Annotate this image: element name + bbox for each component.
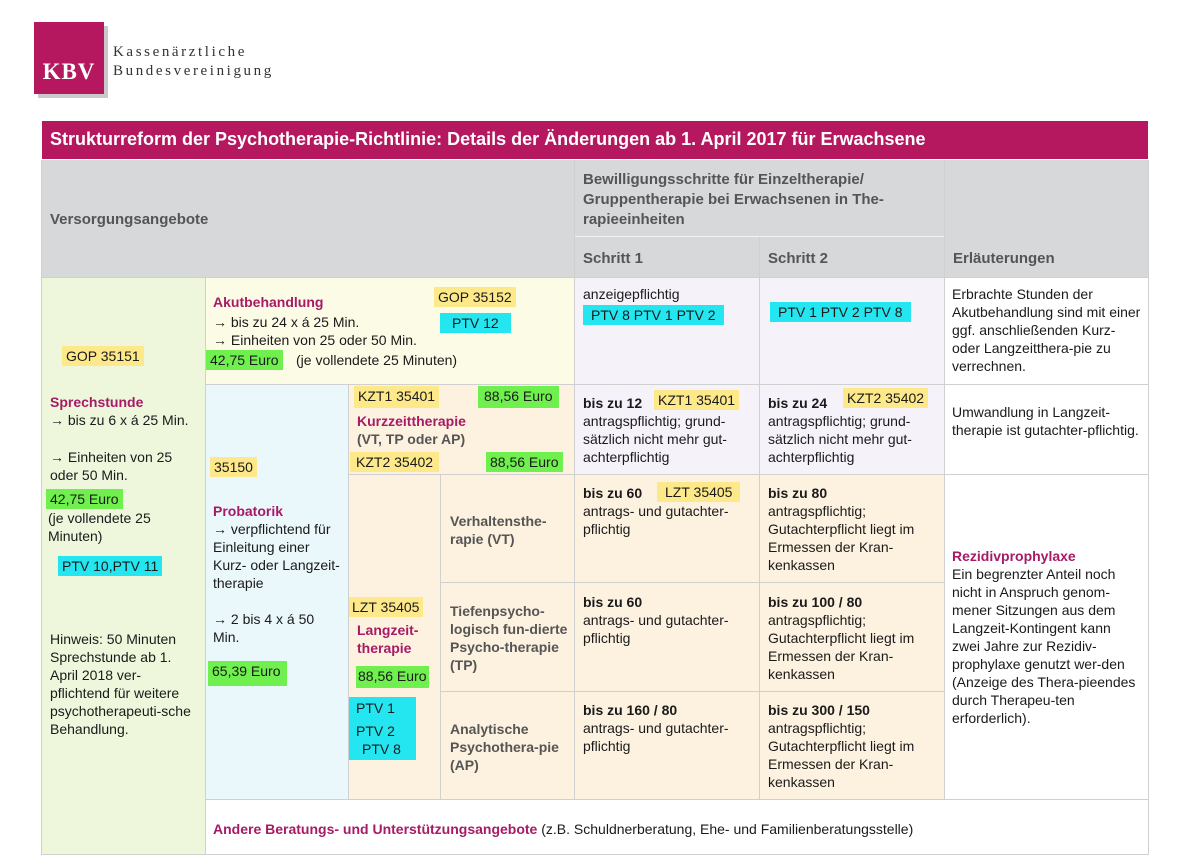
sprechstunde-item-1: → bis zu 6 x á 25 Min.	[50, 412, 189, 428]
sprechstunde-euro-note: (je vollendete 25 Minuten)	[48, 510, 151, 544]
logo-line1: Kassenärztliche	[113, 44, 247, 60]
kzt-schritt1-tag: KZT1 35401	[654, 390, 739, 410]
grid-line	[441, 582, 944, 583]
grid-line	[575, 236, 944, 237]
lzt-vt-schritt2-bold: bis zu 80	[768, 485, 828, 501]
lzt-ptv-2: PTV 2	[356, 723, 395, 739]
lzt-code-tag: LZT 35405	[348, 597, 423, 617]
lzt-tp-schritt2-text: antragspflichtig; Gutachterpflicht liegt im Ermessen der Kran-kenkassen	[768, 612, 915, 682]
grid-line	[206, 384, 1148, 385]
akut-euro-tag: 42,75 Euro	[206, 350, 283, 370]
lzt-tp-schritt1-text: antrags- und gutachter-pflichtig	[583, 612, 729, 646]
akut-schritt1-ptv-tag: PTV 8 PTV 1 PTV 2	[583, 305, 724, 325]
lzt-vt-schritt1-tag: LZT 35405	[657, 482, 740, 502]
header-schritt2: Schritt 2	[760, 237, 944, 277]
grid-line	[1148, 160, 1149, 855]
grid-line	[41, 160, 42, 855]
kzt1-tag: KZT1 35401	[354, 386, 439, 408]
probatorik-title: Probatorik	[213, 503, 284, 519]
grid-line	[205, 278, 206, 855]
probatorik-cell	[206, 385, 348, 799]
kzt-title: Kurzzeittherapie	[357, 413, 466, 429]
akut-euro-note: (je vollendete 25 Minuten)	[296, 352, 458, 368]
kzt2-tag: KZT2 35402	[350, 452, 439, 472]
rezidivprophylaxe-title: Rezidivprophylaxe	[952, 548, 1076, 564]
kzt-euro2-tag: 88,56 Euro	[486, 452, 563, 472]
logo-line2: Bundesvereinigung	[113, 63, 274, 79]
kzt-schritt1-bold: bis zu 12	[583, 395, 643, 411]
header-versorgung: Versorgungsangebote	[42, 160, 574, 277]
kzt-erlaeuterung: Umwandlung in Langzeit-therapie ist gutachter-pflichtig.	[952, 404, 1139, 438]
header-schritt1: Schritt 1	[575, 237, 759, 277]
lzt-vt-schritt1-bold: bis zu 60	[583, 485, 643, 501]
probatorik-euro-tag: 65,39 Euro	[208, 661, 287, 686]
lzt-vt-schritt2-text: antragspflichtig; Gutachterpflicht liegt im Ermessen der Kran-kenkassen	[768, 503, 915, 573]
akut-erlaeuterung: Erbrachte Stunden der Akutbehandlung sind mit einer ggf. anschließenden Kurz- oder Langzeitthera-pie zu verrechnen.	[952, 286, 1141, 374]
grid-line	[348, 385, 349, 799]
sprechstunde-euro-tag: 42,75 Euro	[46, 489, 123, 509]
kzt-schritt1-text: antragspflichtig; grund-sätzlich nicht mehr gut-achterpflichtig	[583, 413, 727, 465]
grid-line	[944, 160, 945, 799]
rezidivprophylaxe-text: Ein begrenzter Anteil noch nicht in Anspruch genom-mener Sitzungen aus dem Langzeit-Kontingent kann zwei Jahre zur Rezidiv-prophylaxe genutzt wer-den (Anzeige des Thera-pieendes durch Therapeu-ten erforderlich).	[952, 566, 1136, 726]
akut-schritt1-text: anzeigepflichtig	[583, 286, 680, 302]
grid-line	[440, 475, 441, 799]
grid-line	[349, 474, 1148, 475]
akut-item-2: → Einheiten von 25 oder 50 Min.	[213, 332, 417, 348]
akutbehandlung-title: Akutbehandlung	[213, 294, 324, 310]
lzt-ap-schritt1-text: antrags- und gutachter-pflichtig	[583, 720, 729, 754]
akut-schritt2-ptv-tag: PTV 1 PTV 2 PTV 8	[770, 302, 911, 322]
grid-line	[42, 854, 1148, 855]
akut-schritt2-cell	[760, 278, 944, 384]
kzt-sub: (VT, TP oder AP)	[357, 431, 466, 447]
lzt-ap-schritt2-bold: bis zu 300 / 150	[768, 702, 870, 718]
ptv-10-11-tag: PTV 10,PTV 11	[58, 556, 162, 576]
grid-line	[42, 277, 1148, 278]
probatorik-code-tag: 35150	[210, 457, 257, 477]
gop-35152-tag: GOP 35152	[434, 287, 516, 307]
gop-35151-tag: GOP 35151	[62, 346, 144, 366]
kzt-schritt2-bold: bis zu 24	[768, 395, 828, 411]
lzt-euro-tag: 88,56 Euro	[356, 666, 429, 688]
probatorik-item-1: → verpflichtend für Einleitung einer Kurz- oder Langzeit-therapie	[213, 521, 340, 591]
grid-line	[759, 237, 760, 799]
lzt-ptv-8: PTV 8	[362, 741, 401, 757]
footer-angebote	[213, 820, 1143, 838]
lzt-ap-schritt1-bold: bis zu 160 / 80	[583, 702, 678, 718]
sprechstunde-item-2: → Einheiten von 25 oder 50 Min.	[50, 449, 173, 483]
kzt-schritt2-text: antragspflichtig; grund-sätzlich nicht mehr gut-achterpflichtig	[768, 413, 912, 465]
grid-line	[441, 691, 944, 692]
lzt-ptv-1: PTV 1	[356, 700, 395, 716]
lzt-tp-schritt2-bold: bis zu 100 / 80	[768, 594, 863, 610]
lzt-vt-label: Verhaltensthe-rapie (VT)	[450, 513, 547, 547]
page-title: Strukturreform der Psychotherapie-Richtlinie: Details der Änderungen ab 1. April 2017 für Erwachsene	[42, 121, 1148, 159]
grid-line	[206, 799, 1148, 800]
sprechstunde-title: Sprechstunde	[50, 394, 144, 410]
header-erlaeuterungen: Erläuterungen	[945, 160, 1148, 277]
header-bewilligung: Bewilligungsschritte für Einzeltherapie/ Gruppentherapie bei Erwachsenen in The-rapieeinheiten	[575, 160, 944, 236]
sprechstunde-hinweis: Hinweis: 50 Minuten Sprechstunde ab 1. April 2018 ver-pflichtend für weitere psychotherapeuti-sche Behandlung.	[50, 631, 191, 737]
ptv-12-tag: PTV 12	[440, 313, 511, 333]
lzt-tp-schritt1-bold: bis zu 60	[583, 594, 643, 610]
lzt-ap-label: Analytische Psychothera-pie (AP)	[450, 721, 559, 773]
footer-bold: Andere Beratungs- und Unterstützungsangebote	[213, 821, 538, 837]
akut-item-1: → bis zu 24 x á 25 Min.	[213, 314, 360, 330]
lzt-vt-schritt1-text: antrags- und gutachter-pflichtig	[583, 503, 729, 537]
lzt-ap-schritt2-text: antragspflichtig; Gutachterpflicht liegt im Ermessen der Kran-kenkassen	[768, 720, 915, 790]
kzt-schritt2-tag: KZT2 35402	[843, 388, 928, 408]
kbv-logo: KBV	[34, 22, 104, 94]
lzt-title: Langzeit-therapie	[357, 622, 419, 656]
probatorik-item-2: → 2 bis 4 x á 50 Min.	[213, 611, 315, 645]
kzt-euro1-tag: 88,56 Euro	[478, 386, 559, 408]
grid-line	[574, 160, 575, 799]
footer-rest: (z.B. Schuldnerberatung, Ehe- und Familienberatungsstelle)	[537, 821, 914, 837]
lzt-tp-label: Tiefenpsycho-logisch fun-dierte Psycho-therapie (TP)	[450, 603, 568, 673]
